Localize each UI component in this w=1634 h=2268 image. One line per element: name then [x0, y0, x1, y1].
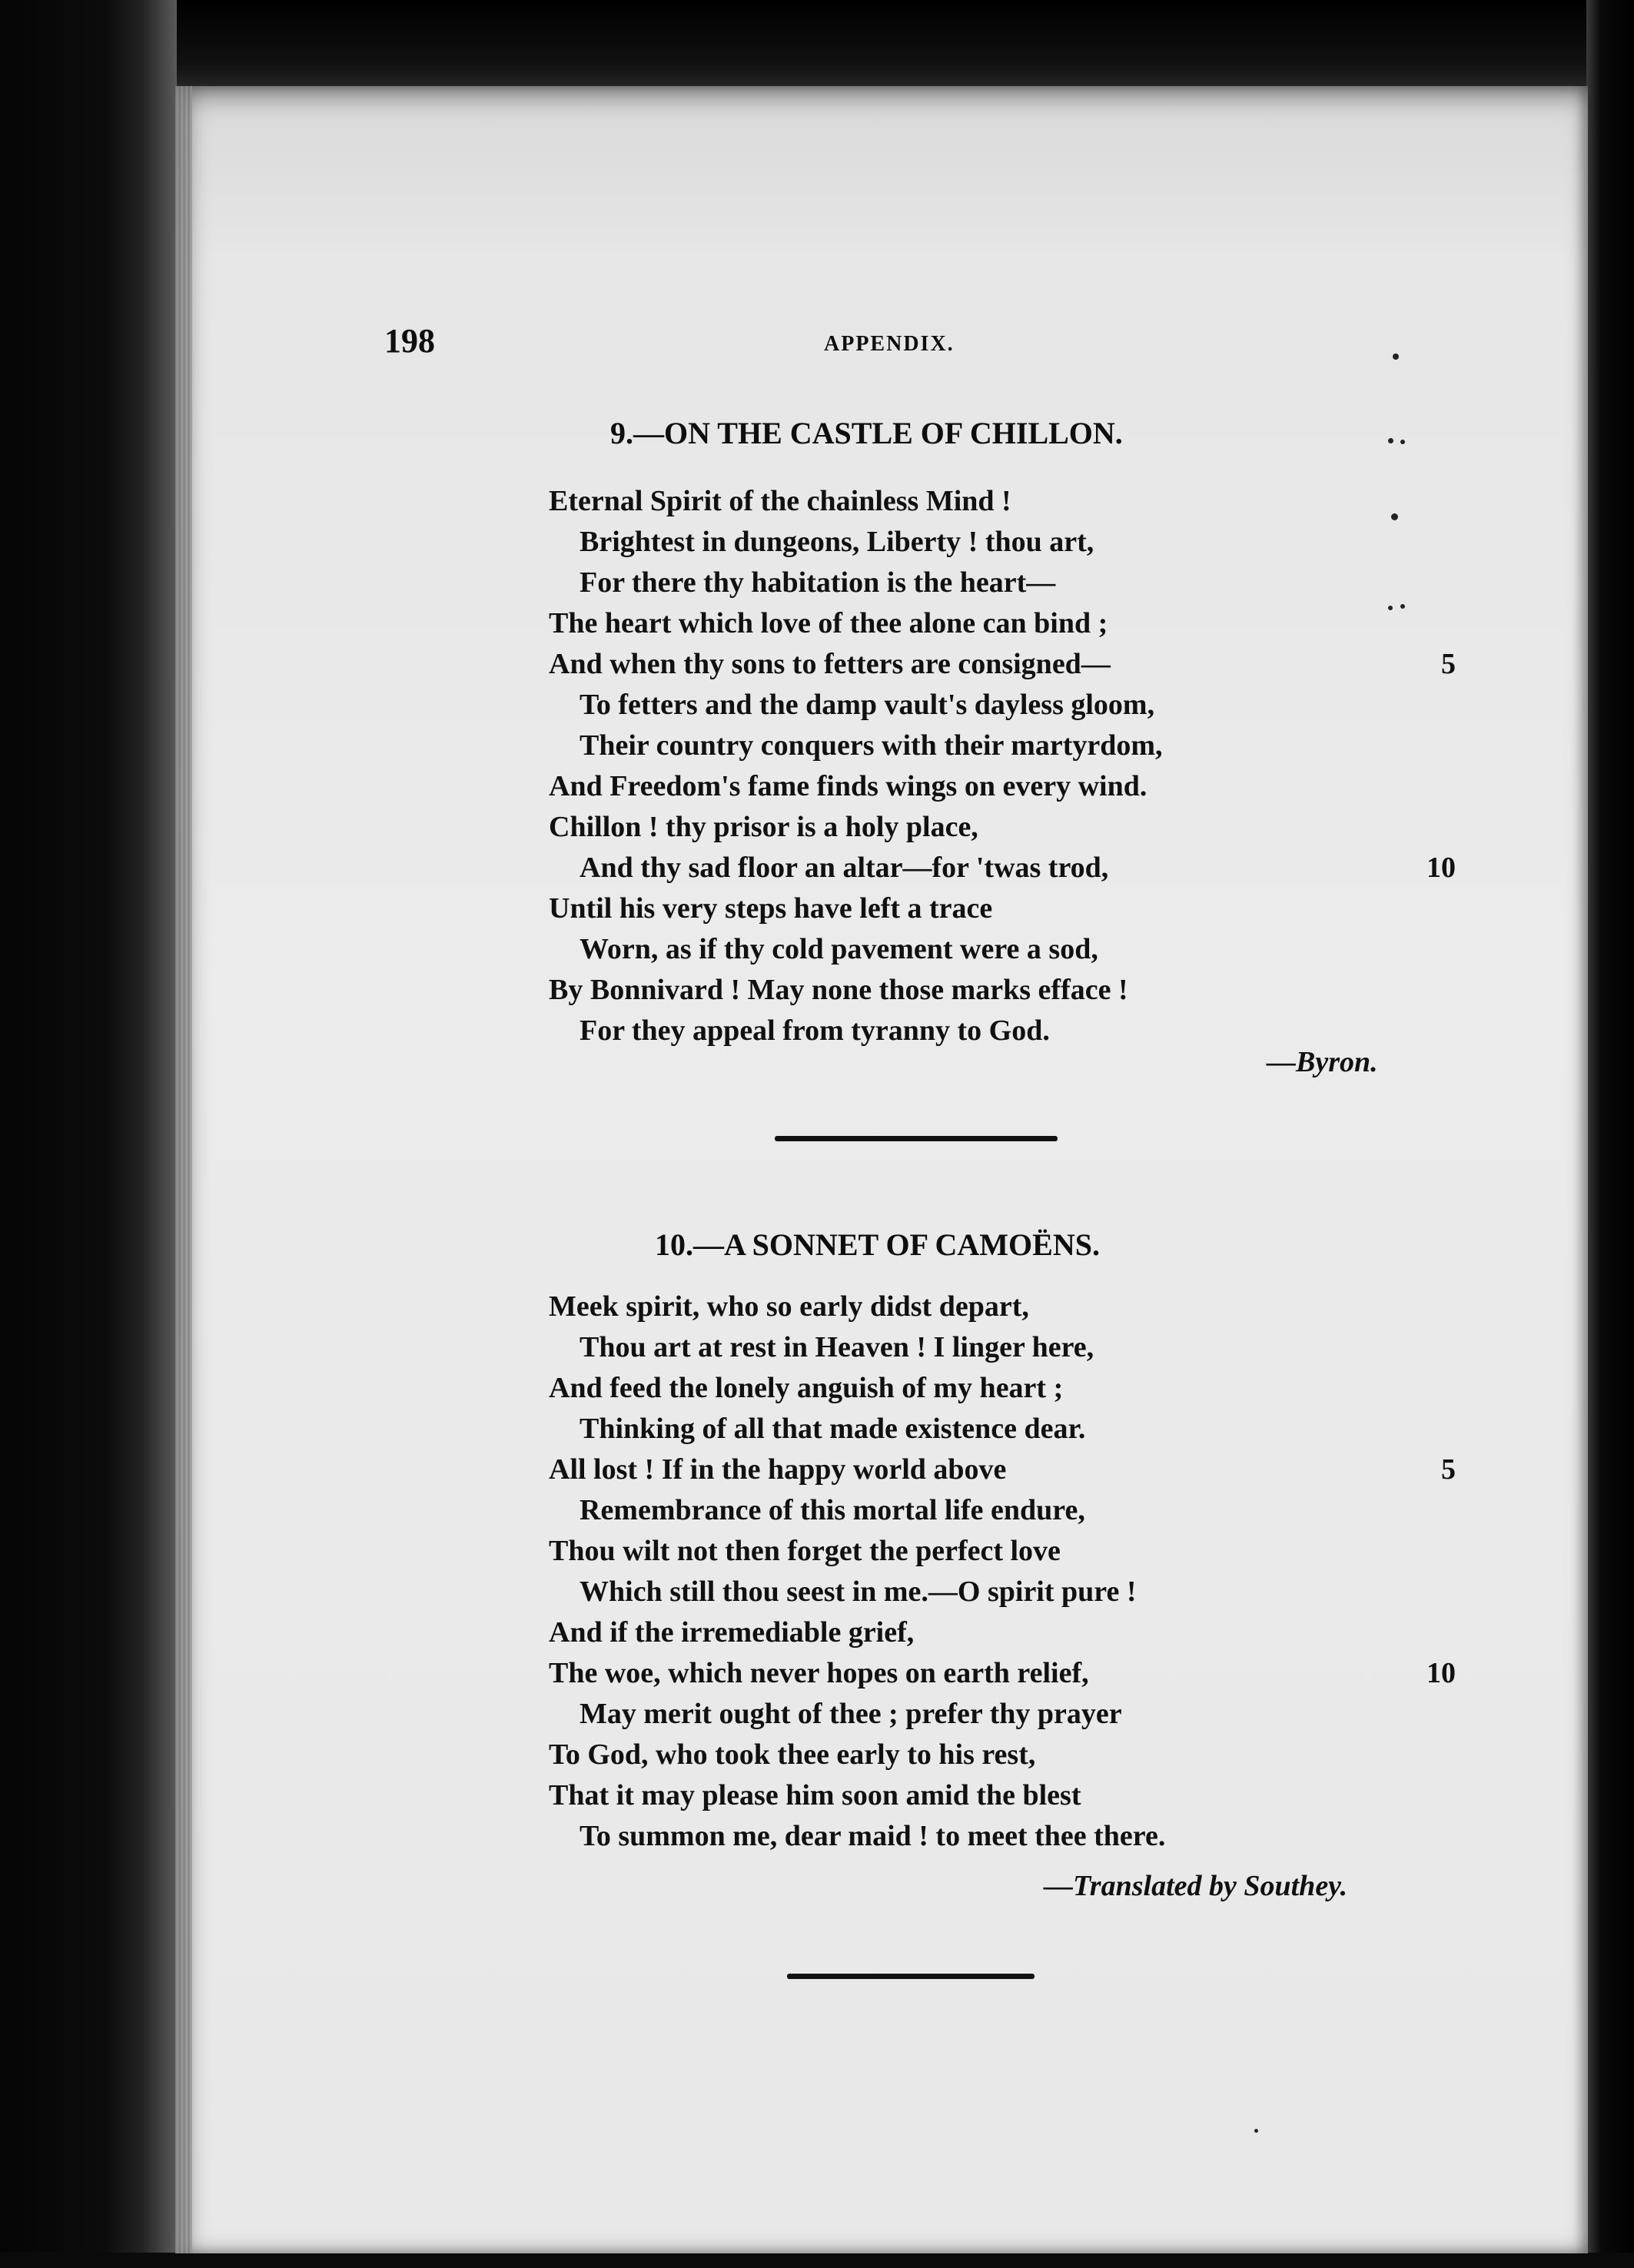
poem-line-text: To summon me, dear maid ! to meet thee there. — [580, 1820, 1166, 1852]
poem-line-text: And if the irremediable grief, — [549, 1616, 915, 1649]
poem-line-text: To God, who took thee early to his rest, — [549, 1738, 1036, 1771]
poem-line-text: Thou art at rest in Heaven ! I linger here, — [580, 1331, 1094, 1363]
poem-line-text: For they appeal from tyranny to God. — [580, 1014, 1050, 1047]
scan-speck — [1388, 438, 1393, 443]
poem-line-text: Worn, as if thy cold pavement were a sod, — [580, 933, 1098, 965]
poem-line — [549, 1412, 1456, 1453]
poem-line — [549, 647, 1456, 688]
poem-line — [549, 851, 1456, 892]
poem-line — [549, 810, 1456, 851]
scan-border-right — [1586, 0, 1634, 2268]
poem-line-text: All lost ! If in the happy world above — [549, 1453, 1007, 1486]
poem-line — [549, 1330, 1456, 1371]
poem-line — [549, 1738, 1456, 1778]
scan-speck — [1393, 354, 1399, 360]
poem-line — [549, 1534, 1456, 1575]
scan-speck — [1254, 2129, 1258, 2133]
poem-line — [549, 688, 1456, 729]
poem-line-text: And thy sad floor an altar—for 'twas trod, — [580, 852, 1109, 884]
poem-line — [549, 1371, 1456, 1412]
poem-line-text: Meek spirit, who so early didst depart, — [549, 1290, 1029, 1323]
poem-line — [549, 1778, 1456, 1819]
scan-border-bottom — [0, 2253, 1634, 2268]
running-head: APPENDIX. — [824, 332, 955, 356]
poem-line-text: The heart which love of thee alone can bind ; — [549, 607, 1108, 639]
line-number: 5 — [1441, 648, 1456, 680]
poem-line — [549, 606, 1456, 647]
scan-speck — [1400, 604, 1405, 609]
poem-line-text: Until his very steps have left a trace — [549, 892, 993, 925]
poem-line — [549, 1575, 1456, 1615]
poem-line — [549, 525, 1456, 566]
poem-line — [549, 729, 1456, 769]
poem-line-text: Thou wilt not then forget the perfect love — [549, 1535, 1061, 1567]
poem-attribution: —Byron. — [1267, 1046, 1378, 1078]
poem-line-text: Remembrance of this mortal life endure, — [580, 1494, 1085, 1526]
poem-line-text: The woe, which never hopes on earth relief, — [549, 1657, 1089, 1689]
poem-line — [549, 566, 1456, 606]
scan-border-top — [0, 0, 1634, 92]
poem-line-text: By Bonnivard ! May none those marks efface ! — [549, 974, 1128, 1006]
section-divider — [787, 1974, 1035, 1979]
poem-title: 10.—A SONNET OF CAMOËNS. — [655, 1227, 1100, 1262]
poem-line-text: Thinking of all that made existence dear. — [580, 1413, 1086, 1445]
poem-line — [549, 1615, 1456, 1656]
poem-line-text: Their country conquers with their martyrdom, — [580, 729, 1163, 762]
poem-line — [549, 769, 1456, 810]
poem-line-text: And Freedom's fame finds wings on every wind. — [549, 770, 1147, 802]
poem-line-text: May merit ought of thee ; prefer thy prayer — [580, 1698, 1122, 1730]
poem-body — [549, 484, 1456, 1054]
poem-line — [549, 932, 1456, 973]
scan-speck — [1400, 440, 1405, 444]
poem-line — [549, 892, 1456, 932]
poem-line — [549, 1656, 1456, 1697]
poem-line-text: For there thy habitation is the heart— — [580, 566, 1056, 599]
section-divider — [775, 1136, 1058, 1141]
page-binding-edge — [175, 86, 192, 2253]
poem-line-text: Eternal Spirit of the chainless Mind ! — [549, 485, 1011, 517]
page-header — [384, 321, 1414, 367]
scan-speck — [1388, 606, 1393, 610]
poem-line — [549, 973, 1456, 1014]
line-number: 5 — [1441, 1453, 1456, 1486]
line-number: 10 — [1426, 1657, 1456, 1689]
poem-line-text: To fetters and the damp vault's dayless gloom, — [580, 689, 1155, 721]
book-page — [175, 86, 1588, 2253]
poem-body — [549, 1290, 1456, 1860]
line-number: 10 — [1426, 852, 1456, 884]
poem-line-text: Chillon ! thy prisor is a holy place, — [549, 811, 978, 843]
page-number: 198 — [384, 322, 435, 360]
poem-line-text: Which still thou seest in me.—O spirit pure ! — [580, 1576, 1137, 1608]
scan-border-left — [0, 0, 177, 2268]
poem-line — [549, 1493, 1456, 1534]
poem-line — [549, 1290, 1456, 1330]
poem-line — [549, 1453, 1456, 1493]
poem-line-text: Brightest in dungeons, Liberty ! thou art, — [580, 526, 1094, 558]
poem-line — [549, 1697, 1456, 1738]
poem-attribution: —Translated by Southey. — [1044, 1870, 1348, 1902]
poem-line-text: That it may please him soon amid the blest — [549, 1779, 1081, 1811]
poem-title: 9.—ON THE CASTLE OF CHILLON. — [610, 416, 1123, 450]
scan-speck — [1391, 513, 1398, 520]
poem-line-text: And when thy sons to fetters are consigned— — [549, 648, 1111, 680]
poem-line — [549, 484, 1456, 525]
poem-line — [549, 1819, 1456, 1860]
poem-line-text: And feed the lonely anguish of my heart ; — [549, 1372, 1064, 1404]
